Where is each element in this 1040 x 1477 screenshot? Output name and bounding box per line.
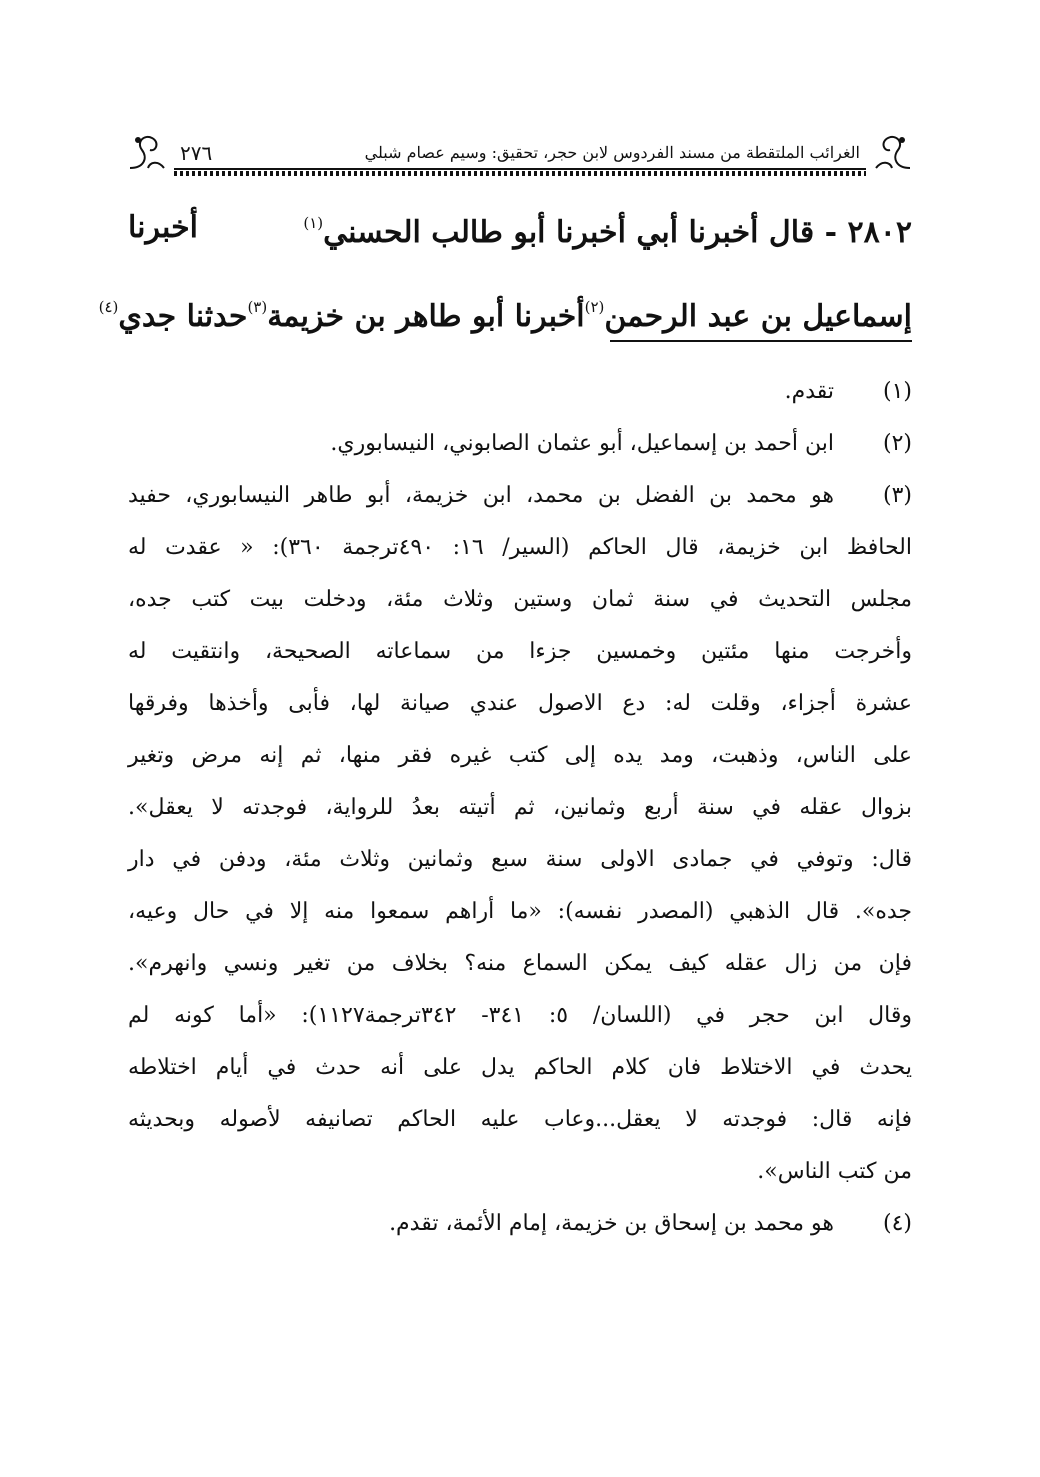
footnote-number: (٣) — [882, 483, 912, 508]
footnote-line: الحافظ ابن خزيمة، قال الحاكم (السير/ ١٦: ٤٩٠ترجمة ٣٦٠): « عقدت له — [128, 535, 912, 560]
footnote-line: وأخرجت منها مئتين وخمسين جزءا من سماعاته الصحيحة، وانتقيت له — [128, 639, 912, 664]
page-number: ٢٧٦ — [180, 141, 213, 165]
page-header — [128, 128, 912, 176]
footnote — [128, 418, 912, 470]
corner-ornament-icon — [866, 128, 912, 174]
hadith-text-segment: إسماعيل بن عبد الرحمن — [604, 299, 912, 334]
footnote-marker: (٢) — [584, 298, 605, 316]
hadith-text-segment: أخبرنا — [128, 210, 198, 245]
footnote-line: تقدم. — [784, 379, 834, 404]
footnote-line: بزوال عقله في سنة أربع وثمانين، ثم أتيته بعدُ للرواية، فوجدته لا يعقل». — [128, 795, 912, 820]
corner-ornament-icon — [128, 128, 174, 174]
footnote — [128, 470, 912, 1198]
footnote-marker: (٣) — [247, 298, 268, 316]
footnote-line: يحدث في الاختلاط فان كلام الحاكم يدل على أنه حدث في أيام اختلاطه — [128, 1055, 912, 1080]
footnote-number: (٢) — [882, 431, 912, 456]
footnote-line: هو محمد بن إسحاق بن خزيمة، إمام الأئمة، تقدم. — [389, 1211, 834, 1236]
running-title: الغرائب الملتقطة من مسند الفردوس لابن حجر، تحقيق: وسيم عصام شبلي — [364, 143, 860, 162]
footnote-line: مجلس التحديث في سنة ثمان وستين وثلاث مئة، ودخلت بيت كتب جده، — [128, 587, 912, 612]
header-decorative-border — [174, 171, 866, 176]
hadith-text — [98, 186, 912, 354]
hadith-line-1 — [128, 186, 912, 270]
footnote-separator — [610, 340, 912, 342]
footnote — [128, 366, 912, 418]
footnote-marker: (٤) — [98, 298, 119, 316]
hadith-text-segment: ٢٨٠٢ - قال أخبرنا أبي أخبرنا أبو طالب الحسني — [323, 215, 912, 250]
footnote-number: (٤) — [882, 1211, 912, 1236]
footnote-number: (١) — [882, 379, 912, 404]
footnote-line: فإن من زال عقله كيف يمكن السماع منه؟ بخلاف من تغير ونسي وانهرم». — [128, 951, 912, 976]
footnote-line: ابن أحمد بن إسماعيل، أبو عثمان الصابوني، النيسابوري. — [330, 431, 834, 456]
footnotes — [128, 366, 912, 1250]
footnote-line: جده». قال الذهبي (المصدر نفسه): «ما أراهم سمعوا منه إلا في حال وعيه، — [128, 899, 912, 924]
hadith-text-segment: أخبرنا أبو طاهر بن خزيمة — [267, 299, 585, 334]
footnote-line: على الناس، وذهبت، ومد يده إلى كتب غيره فقر منها، ثم إنه مرض وتغير — [128, 743, 912, 768]
footnote-line: قال: وتوفي في جمادى الاولى سنة سبع وثمانين وثلاث مئة، ودفن في دار — [128, 847, 912, 872]
footnote-marker: (١) — [303, 214, 324, 232]
hadith-text-segment: حدثنا جدي — [118, 299, 248, 334]
footnote-line: فإنه قال: فوجدته لا يعقل...وعاب عليه الحاكم تصانيفه لأصوله وبحديثه — [128, 1107, 912, 1132]
footnote-line: هو محمد بن الفضل بن محمد، ابن خزيمة، أبو طاهر النيسابوري، حفيد — [128, 483, 834, 508]
footnote — [128, 1198, 912, 1250]
header-rule — [174, 168, 866, 170]
footnote-line: عشرة أجزاء، وقلت له: دع الاصول عندي صيانة لها، فأبى وأخذها وفرقها — [128, 691, 912, 716]
footnote-line: من كتب الناس». — [757, 1159, 912, 1184]
footnote-line: وقال ابن حجر في (اللسان/ ٥: ٣٤١- ٣٤٢ترجمة١١٢٧): «أما كونه لم — [128, 1003, 912, 1028]
